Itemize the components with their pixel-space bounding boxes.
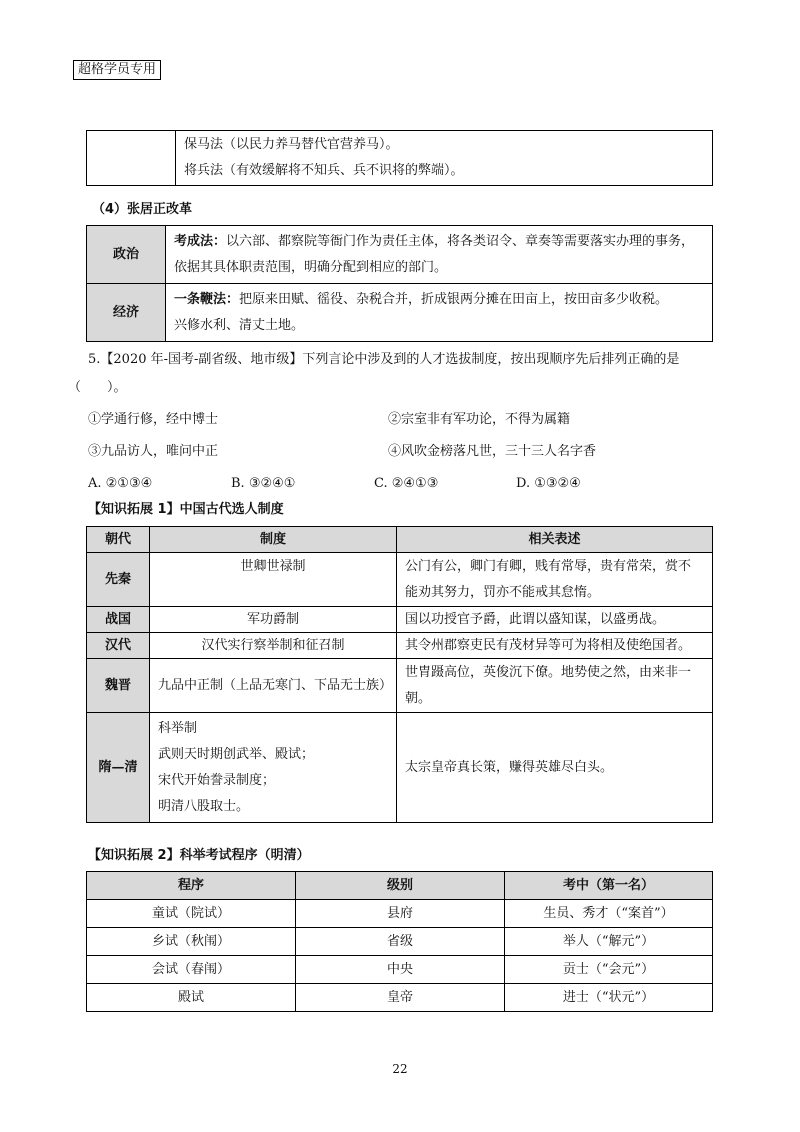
ext1-era: 魏晋	[87, 659, 150, 713]
ext1-era: 战国	[87, 607, 150, 633]
ext2-cell: 进士（“状元”）	[505, 984, 713, 1012]
ext1-system: 军功爵制	[150, 607, 397, 633]
question-block	[88, 346, 728, 374]
ext1-desc: 太宗皇帝真长策，赚得英雄尽白头。	[397, 713, 713, 823]
ext2-cell: 乡试（秋闱）	[87, 928, 296, 956]
ext1-system: 科举制 武则天时期创武举、殿试； 宋代开始誊录制度； 明清八股取士。	[150, 713, 397, 823]
question-stem: 5.【2020 年-国考-副省级、地市级】下列言论中涉及到的人才选拔制度，按出现顺序先后排列正确的是	[88, 352, 680, 367]
question-blank: （ ）。	[68, 380, 127, 395]
ext2-cell: 童试（院试）	[87, 900, 296, 928]
ext1-era: 隋—清	[87, 713, 150, 823]
reform-text: 依据其具体职责范围，明确分配到相应的部门。	[174, 259, 448, 275]
reform-term: 考成法：	[174, 233, 227, 249]
ext1-system: 汉代实行察举制和征召制	[150, 633, 397, 659]
page-number: 22	[392, 1062, 408, 1076]
option-b: B. ③②④①	[231, 476, 296, 491]
header-tag: 超格学员专用	[73, 60, 161, 80]
ext1-table	[86, 526, 713, 823]
ext1-desc: 公门有公，卿门有卿，贱有常辱，贵有常荣，赏不 能劝其努力，罚亦不能戒其怠惰。	[397, 553, 713, 607]
cont-line: 将兵法（有效缓解将不知兵、兵不识将的弊端）。	[184, 163, 464, 178]
ext2-cell: 县府	[296, 900, 505, 928]
question-item: ④风吹金榜落凡世，三十三人名字香	[388, 444, 597, 459]
reform-label: 经济	[87, 284, 166, 342]
ext1-era: 先秦	[87, 553, 150, 607]
ext2-cell: 举人（“解元”）	[505, 928, 713, 956]
reform-label: 政治	[87, 226, 166, 284]
continuation-table	[86, 130, 713, 186]
section-title: （4）张居正改革	[92, 202, 193, 217]
ext2-cell: 殿试	[87, 984, 296, 1012]
ext1-system: 九品中正制（上品无寒门、下品无士族）	[150, 659, 397, 713]
continuation-cell	[176, 131, 713, 186]
ext2-cell: 贡士（“会元”）	[505, 956, 713, 984]
ext1-header: 制度	[150, 527, 397, 553]
ext2-cell: 省级	[296, 928, 505, 956]
question-item: ②宗室非有军功论，不得为属籍	[388, 412, 571, 427]
ext2-header: 考中（第一名）	[505, 872, 713, 900]
reform-term: 一条鞭法：	[174, 291, 240, 307]
reform-content	[166, 284, 713, 342]
ext1-era: 汉代	[87, 633, 150, 659]
option-d: D. ①③②④	[516, 476, 581, 491]
reform-text: 以六部、都察院等衙门作为责任主体，将各类诏令、章奏等需要落实办理的事务，	[226, 233, 695, 249]
ext2-cell: 会试（春闱）	[87, 956, 296, 984]
ext1-header: 相关表述	[397, 527, 713, 553]
question-item: ①学通行修，经中博士	[88, 412, 219, 427]
question-item: ③九品访人，唯问中正	[88, 444, 219, 459]
empty-cell	[87, 131, 176, 186]
cont-line: 保马法（以民力养马替代官营养马）。	[184, 137, 399, 152]
reform-text: 把原来田赋、徭役、杂税合并，折成银两分摊在田亩上，按田亩多少收税。	[239, 291, 669, 307]
option-a: A. ②①③④	[88, 476, 153, 491]
reform-content	[166, 226, 713, 284]
reform-table	[86, 225, 713, 342]
ext1-header: 朝代	[87, 527, 150, 553]
option-c: C. ②④①③	[374, 476, 439, 491]
ext1-desc: 国以功授官予爵，此谓以盛知谋，以盛勇战。	[397, 607, 713, 633]
question-items	[88, 404, 748, 500]
ext2-header: 程序	[87, 872, 296, 900]
ext1-desc: 世胄蹑高位，英俊沉下僚。地势使之然，由来非一 朝。	[397, 659, 713, 713]
ext1-system: 世卿世禄制	[150, 553, 397, 607]
ext2-cell: 生员、秀才（“案首”）	[505, 900, 713, 928]
ext2-cell: 皇帝	[296, 984, 505, 1012]
ext1-title: 【知识拓展 1】中国古代选人制度	[88, 502, 284, 517]
ext2-table	[86, 871, 713, 1012]
ext2-title: 【知识拓展 2】科举考试程序（明清）	[88, 848, 310, 863]
ext2-cell: 中央	[296, 956, 505, 984]
ext1-desc: 其令州郡察吏民有茂材异等可为将相及使绝国者。	[397, 633, 713, 659]
ext2-header: 级别	[296, 872, 505, 900]
reform-text: 兴修水利、清丈土地。	[174, 317, 305, 333]
